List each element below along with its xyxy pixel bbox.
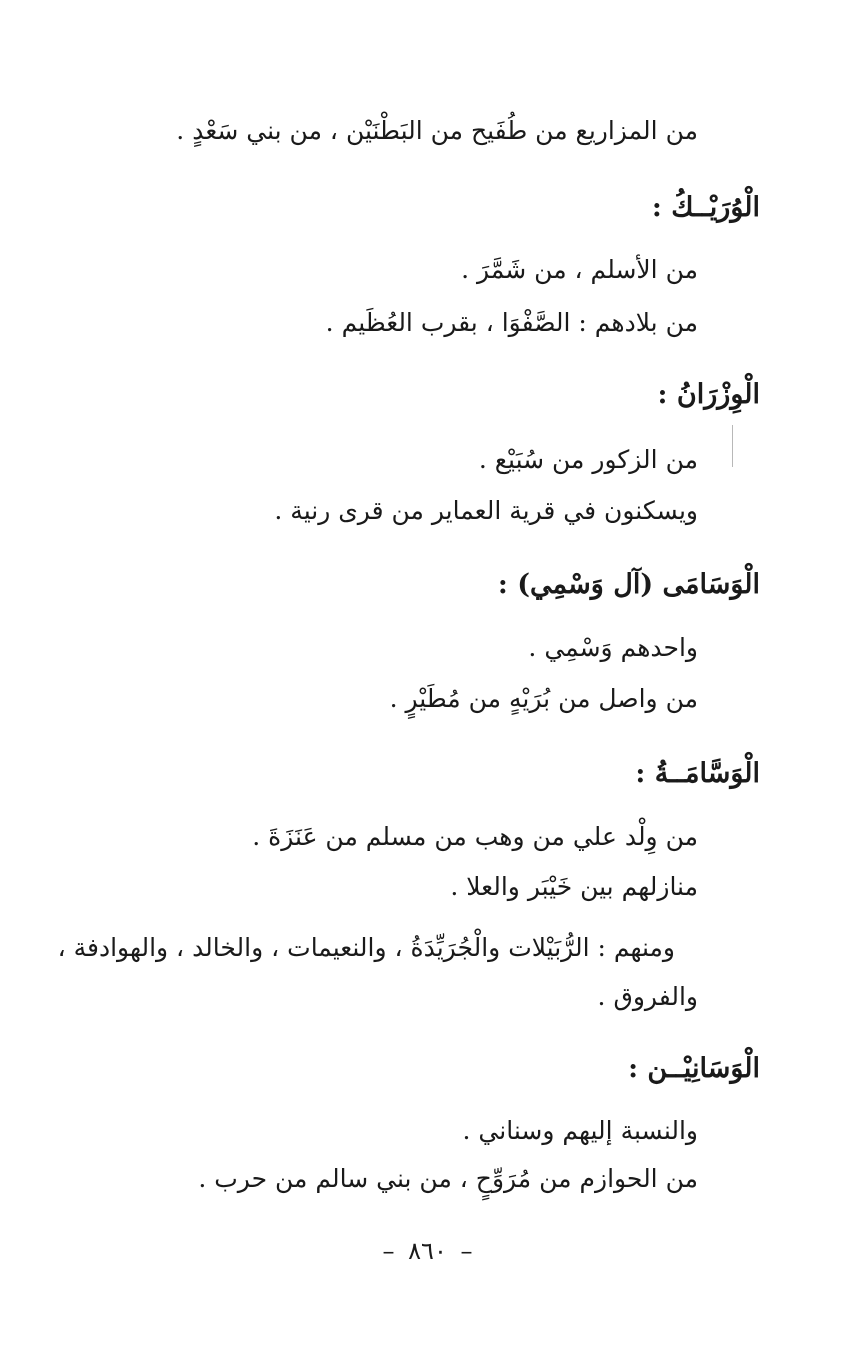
entry-heading: الْوَسَامَى (آل وَسْمِي) : xyxy=(497,569,760,600)
text-line: والفروق . xyxy=(597,982,698,1011)
entry-heading: الْوَسَّامَــةُ : xyxy=(635,758,760,789)
text-line: من واصل من بُرَيْهٍ من مُطَيْرٍ . xyxy=(389,684,698,713)
text-line: من المزاريع من طُفَيح من البَطْنَيْن ، من بني سَعْدٍ . xyxy=(176,116,698,145)
margin-rule xyxy=(732,425,733,467)
text-line: منازلهم بين خَيْبَر والعلا . xyxy=(450,872,698,901)
text-line: من الزكور من سُبَيْع . xyxy=(478,445,698,474)
entry-heading: الْوَسَانِيْــن : xyxy=(628,1053,760,1084)
entry-heading: الْوِزْرَانُ : xyxy=(657,379,760,410)
entry-heading: الْوُرَيْــكُ : xyxy=(651,192,760,223)
text-line: من بلادهم : الصَّفْوَا ، بقرب العُظَيم . xyxy=(325,308,698,337)
text-line: من وِلْد علي من وهب من مسلم من عَنَزَةَ . xyxy=(252,822,698,851)
text-line: من الأسلم ، من شَمَّرَ . xyxy=(461,255,698,284)
page-number: – ٨٦٠ – xyxy=(382,1237,473,1265)
text-line: ومنهم : الرُّبَيْلات والْجُرَيِّدَةُ ، والنعيمات ، والخالد ، والهوادفة ، xyxy=(57,933,675,962)
text-line: واحدهم وَسْمِي . xyxy=(528,633,698,662)
text-line: من الحوازم من مُرَوِّحٍ ، من بني سالم من حرب . xyxy=(198,1164,698,1193)
text-line: والنسبة إليهم وسناني . xyxy=(462,1116,698,1145)
text-line: ويسكنون في قرية العماير من قرى رنية . xyxy=(274,496,698,525)
